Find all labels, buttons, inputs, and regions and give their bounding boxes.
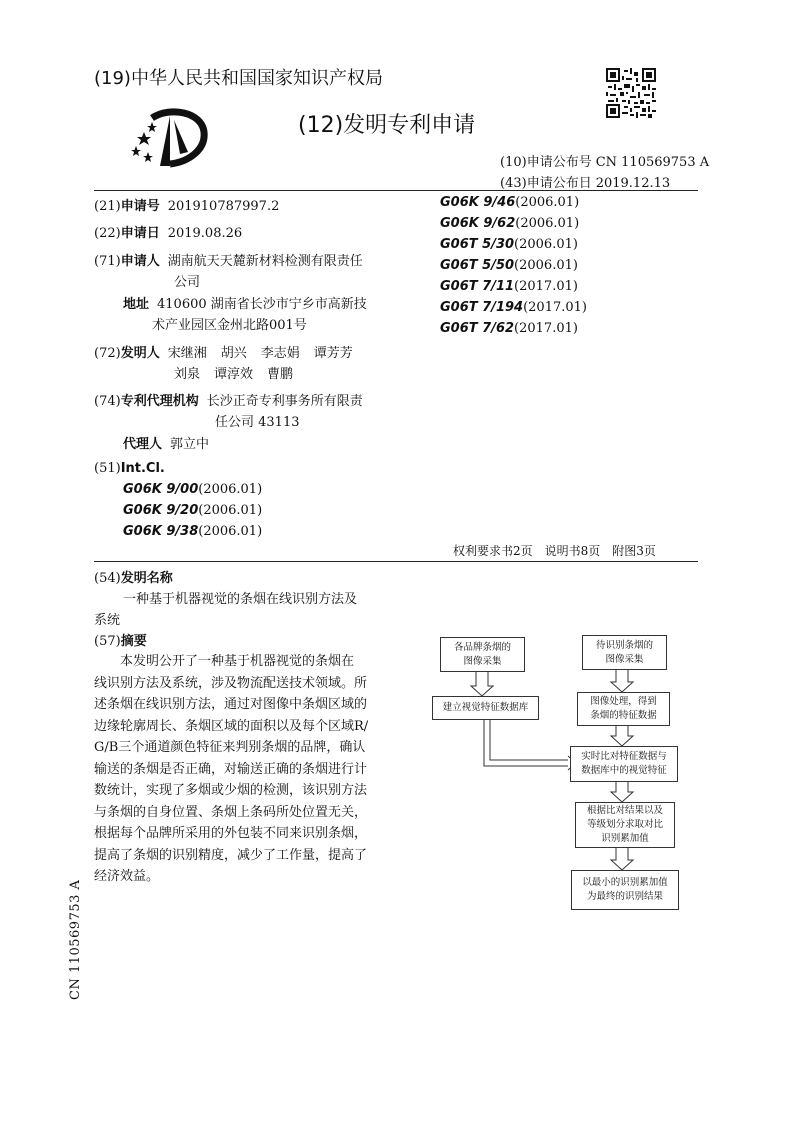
int-cl-item	[440, 300, 587, 315]
intcl-class: G06T 7/62	[440, 321, 515, 336]
applicant-label: 申请人	[120, 254, 160, 269]
flow-box-final-result	[571, 870, 679, 910]
flow-box-build-database	[432, 696, 539, 720]
app-date-label: 申请日	[120, 226, 160, 241]
int-cl-item	[440, 237, 578, 252]
invention-title-heading	[94, 567, 173, 586]
intcl-class: G06K 9/62	[440, 216, 516, 231]
qr-code	[606, 68, 656, 118]
flow-box-label: 各品牌条烟的 图像采集	[453, 641, 511, 667]
invention-title-line1: 一种基于机器视觉的条烟在线识别方法及	[123, 592, 358, 607]
intcl-class: G06T 5/50	[440, 258, 515, 273]
biblio-divider	[94, 561, 698, 562]
inventor-code: (72)	[94, 346, 121, 361]
intcl-version: (2017.01)	[523, 300, 587, 315]
address	[123, 293, 367, 312]
int-cl-item	[440, 279, 578, 294]
abstract-line: G/B三个通道颜色特征来判别条烟的品牌，确认	[94, 740, 366, 755]
intcl-class: G06K 9/38	[123, 524, 199, 539]
publication-number	[500, 151, 709, 170]
flow-box-label: 建立视觉特征数据库	[442, 702, 529, 713]
abstract-line: 边缘轮廓周长、条烟区域的面积以及每个区域R/	[94, 718, 369, 734]
intcl-class: G06T 7/11	[440, 279, 515, 294]
abstract-line: 数统计，实现了多烟或少烟的检测，该识别方法	[94, 783, 368, 798]
intcl-code: (51)	[94, 461, 121, 476]
pub-date-label: 申请公布日	[526, 176, 592, 191]
address-label: 地址	[123, 297, 150, 312]
intcl-version: (2006.01)	[515, 216, 580, 231]
intcl-version: (2006.01)	[514, 258, 578, 273]
agent-value: 郭立中	[170, 437, 210, 452]
cnipa-logo	[130, 108, 210, 170]
inventors-line2	[174, 363, 293, 382]
intcl-version: (2006.01)	[515, 195, 580, 210]
side-publication-number: CN 110569753 A	[68, 879, 83, 1000]
agent-label: 代理人	[123, 437, 163, 452]
applicant-line2: 公司	[174, 275, 201, 290]
address-line2: 术产业园区金州北路001号	[152, 318, 307, 333]
inventor-name: 李志娟	[260, 346, 300, 361]
app-date-code: (22)	[94, 226, 121, 241]
applicant-line1: 湖南航天天麓新材料检测有限责任	[167, 254, 363, 269]
flow-box-accumulate-score	[575, 802, 675, 848]
patent-agent	[123, 433, 209, 452]
inventor-name: 谭淳效	[214, 367, 254, 382]
office-name: 中华人民共和国国家知识产权局	[130, 68, 383, 89]
intcl-version: (2006.01)	[198, 524, 263, 539]
applicant-code: (71)	[94, 254, 121, 269]
abstract-line: 输送的条烟是否正确，对输送正确的条烟进行计	[94, 761, 368, 777]
int-cl-heading	[94, 461, 165, 476]
address-line1: 410600 湖南省长沙市宁乡市高新技	[157, 297, 367, 312]
abstract-heading	[94, 630, 147, 649]
flow-box-label: 根据比对结果以及 等级划分求取对比 识别累加值	[586, 805, 663, 844]
intcl-class: G06T 5/30	[440, 237, 515, 252]
int-cl-item	[440, 258, 578, 273]
abstract-line: 提高了条烟的识别精度，减少了工作量，提高了	[94, 847, 368, 863]
application-date	[94, 222, 242, 241]
inventor-name: 宋继湘	[167, 346, 207, 361]
abstract-line: 述条烟在线识别方法，通过对图像中条烟区域的	[94, 697, 368, 712]
app-date-value: 2019.08.26	[167, 226, 243, 241]
title-label: 发明名称	[120, 571, 173, 586]
agency-label: 专利代理机构	[120, 394, 199, 409]
pub-no-label: 申请公布号	[526, 155, 592, 170]
intcl-class: G06K 9/46	[440, 195, 516, 210]
intcl-version: (2017.01)	[514, 279, 578, 294]
abstract-body	[94, 651, 384, 888]
intcl-version: (2006.01)	[198, 503, 263, 518]
inventor-label: 发明人	[120, 346, 160, 361]
invention-title-line2: 系统	[94, 613, 121, 628]
int-cl-item	[440, 195, 579, 210]
intcl-label: Int.Cl.	[120, 461, 165, 476]
inventor-name: 曹鹏	[267, 367, 294, 382]
applicant	[94, 250, 363, 269]
abstract-code: (57)	[94, 634, 121, 649]
flow-box-target-image-capture	[582, 635, 667, 670]
office-code: (19)	[94, 68, 131, 89]
abstract-line: 与条烟的自身位置、条烟上条码所处位置无关，	[94, 804, 368, 820]
title-code: (54)	[94, 571, 121, 586]
intcl-class: G06K 9/20	[123, 503, 199, 518]
flow-box-label: 待识别条烟的 图像采集	[595, 639, 653, 665]
intcl-version: (2017.01)	[514, 321, 578, 336]
flow-box-label: 图像处理，得到 条烟的特征数据	[590, 696, 657, 721]
abstract-line: 线识别方法及系统，涉及物流配送技术领域。所	[94, 675, 368, 691]
intcl-class: G06K 9/00	[123, 482, 199, 497]
flow-box-label: 以最小的识别累加值 为最终的识别结果	[582, 877, 668, 902]
doc-type	[298, 108, 475, 139]
inventor-name: 谭芳芳	[313, 346, 353, 361]
inventor-name: 刘泉	[174, 367, 201, 382]
page-summary: 权利要求书2页 说明书8页 附图3页	[453, 544, 656, 558]
abstract-label: 摘要	[120, 634, 147, 649]
header-divider	[94, 190, 698, 191]
doc-type-text: 发明专利申请	[343, 113, 476, 138]
app-no-value: 201910787997.2	[167, 199, 280, 214]
inventors	[94, 342, 353, 361]
agency-line2: 任公司 43113	[215, 415, 300, 430]
app-no-code: (21)	[94, 199, 121, 214]
int-cl-item	[123, 524, 262, 539]
int-cl-item	[440, 321, 578, 336]
office-header	[94, 64, 383, 90]
intcl-class: G06T 7/194	[440, 300, 524, 315]
application-number	[94, 195, 279, 214]
pub-date-value: 2019.12.13	[595, 176, 671, 191]
flow-box-image-processing	[577, 692, 670, 726]
abstract-line: 本发明公开了一种基于机器视觉的条烟在	[94, 654, 355, 669]
publication-date	[500, 172, 670, 191]
agency-line1: 长沙正奇专利事务所有限责	[206, 394, 363, 409]
abstract-line: 根据每个品牌所采用的外包装不同来识别条烟，	[94, 826, 368, 841]
abstract-line: 经济效益。	[94, 869, 160, 884]
patent-agency	[94, 390, 363, 409]
int-cl-item	[123, 503, 262, 518]
int-cl-item	[440, 216, 579, 231]
pub-date-code: (43)	[500, 176, 527, 191]
app-no-label: 申请号	[120, 199, 160, 214]
flow-box-brand-image-capture	[440, 637, 525, 672]
intcl-version: (2006.01)	[198, 482, 263, 497]
doc-type-code: (12)	[298, 113, 344, 138]
agency-code: (74)	[94, 394, 121, 409]
inventor-name: 胡兴	[220, 346, 247, 361]
pub-no-code: (10)	[500, 155, 527, 170]
flow-box-label: 实时比对特征数据与 数据库中的视觉特征	[581, 751, 667, 776]
flow-box-realtime-compare	[570, 746, 678, 782]
pub-no-value: CN 110569753 A	[595, 155, 710, 170]
intcl-version: (2006.01)	[514, 237, 578, 252]
int-cl-item	[123, 482, 262, 497]
